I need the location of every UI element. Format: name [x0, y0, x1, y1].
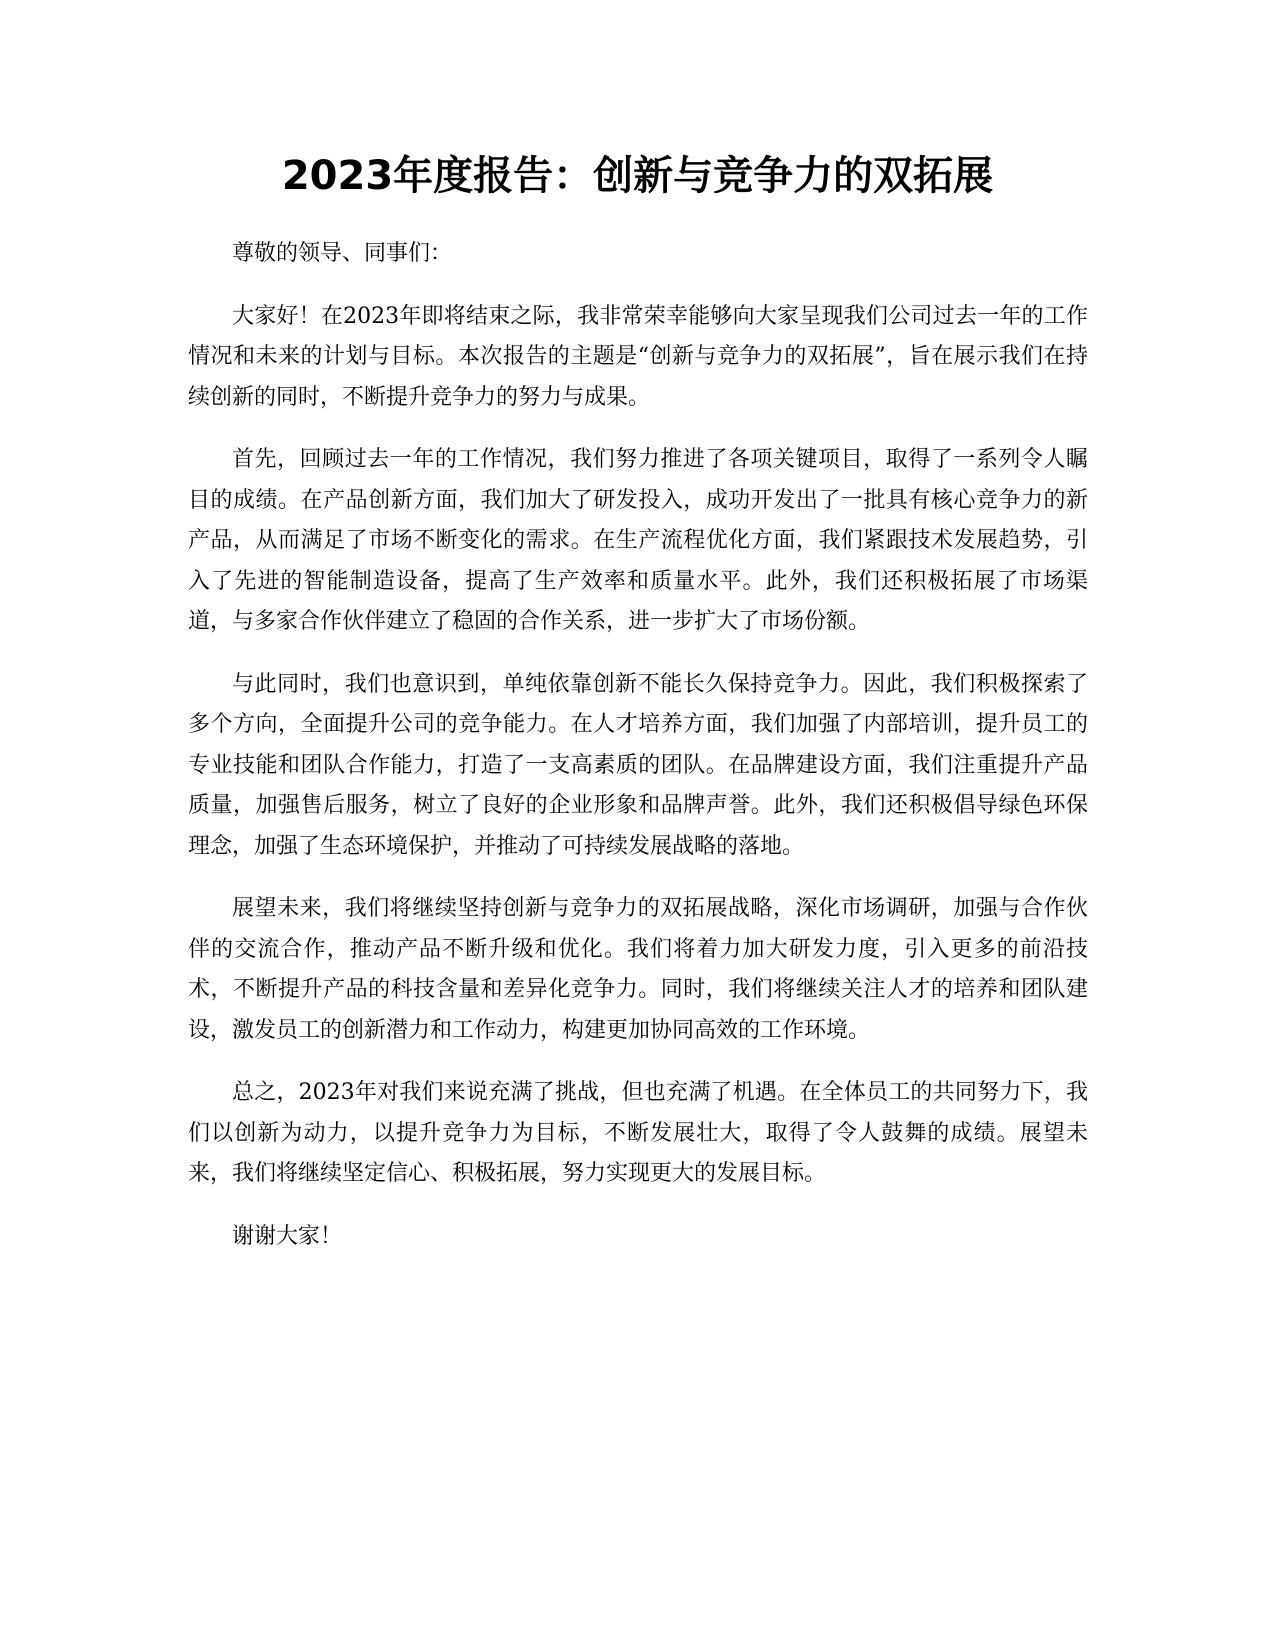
document-body	[188, 234, 1088, 1279]
paragraph-outlook: 展望未来，我们将继续坚持创新与竞争力的双拓展战略，深化市场调研，加强与合作伙伴的交流合作，推动产品不断升级和优化。我们将着力加大研发力度，引入更多的前沿技术，不断提升产品的科技含量和差异化竞争力。同时，我们将继续关注人才的培养和团队建设，激发员工的创新潜力和工作动力，构建更加协同高效的工作环境。	[188, 896, 1088, 1043]
paragraph-review: 首先，回顾过去一年的工作情况，我们努力推进了各项关键项目，取得了一系列令人瞩目的成绩。在产品创新方面，我们加大了研发投入，成功开发出了一批具有核心竞争力的新产品，从而满足了市场不断变化的需求。在生产流程优化方面，我们紧跟技术发展趋势，引入了先进的智能制造设备，提高了生产效率和质量水平。此外，我们还积极拓展了市场渠道，与多家合作伙伴建立了稳固的合作关系，进一步扩大了市场份额。	[188, 447, 1088, 634]
paragraph-summary: 总之，2023年对我们来说充满了挑战，但也充满了机遇。在全体员工的共同努力下，我们以创新为动力，以提升竞争力为目标，不断发展壮大，取得了令人鼓舞的成绩。展望未来，我们将继续坚定信心、积极拓展，努力实现更大的发展目标。	[188, 1080, 1088, 1186]
closing: 谢谢大家！	[232, 1223, 343, 1249]
paragraph-competitiveness: 与此同时，我们也意识到，单纯依靠创新不能长久保持竞争力。因此，我们积极探索了多个方向，全面提升公司的竞争能力。在人才培养方面，我们加强了内部培训，提升员工的专业技能和团队合作能力，打造了一支高素质的团队。在品牌建设方面，我们注重提升产品质量，加强售后服务，树立了良好的企业形象和品牌声誉。此外，我们还积极倡导绿色环保理念，加强了生态环境保护，并推动了可持续发展战略的落地。	[188, 671, 1088, 859]
document-title: 2023年度报告：创新与竞争力的双拓展	[281, 153, 994, 199]
salutation: 尊敬的领导、同事们：	[232, 241, 453, 266]
paragraph-opening: 大家好！在2023年即将结束之际，我非常荣幸能够向大家呈现我们公司过去一年的工作情况和未来的计划与目标。本次报告的主题是“创新与竞争力的双拓展”，旨在展示我们在持续创新的同时，不断提升竞争力的努力与成果。	[188, 303, 1088, 410]
